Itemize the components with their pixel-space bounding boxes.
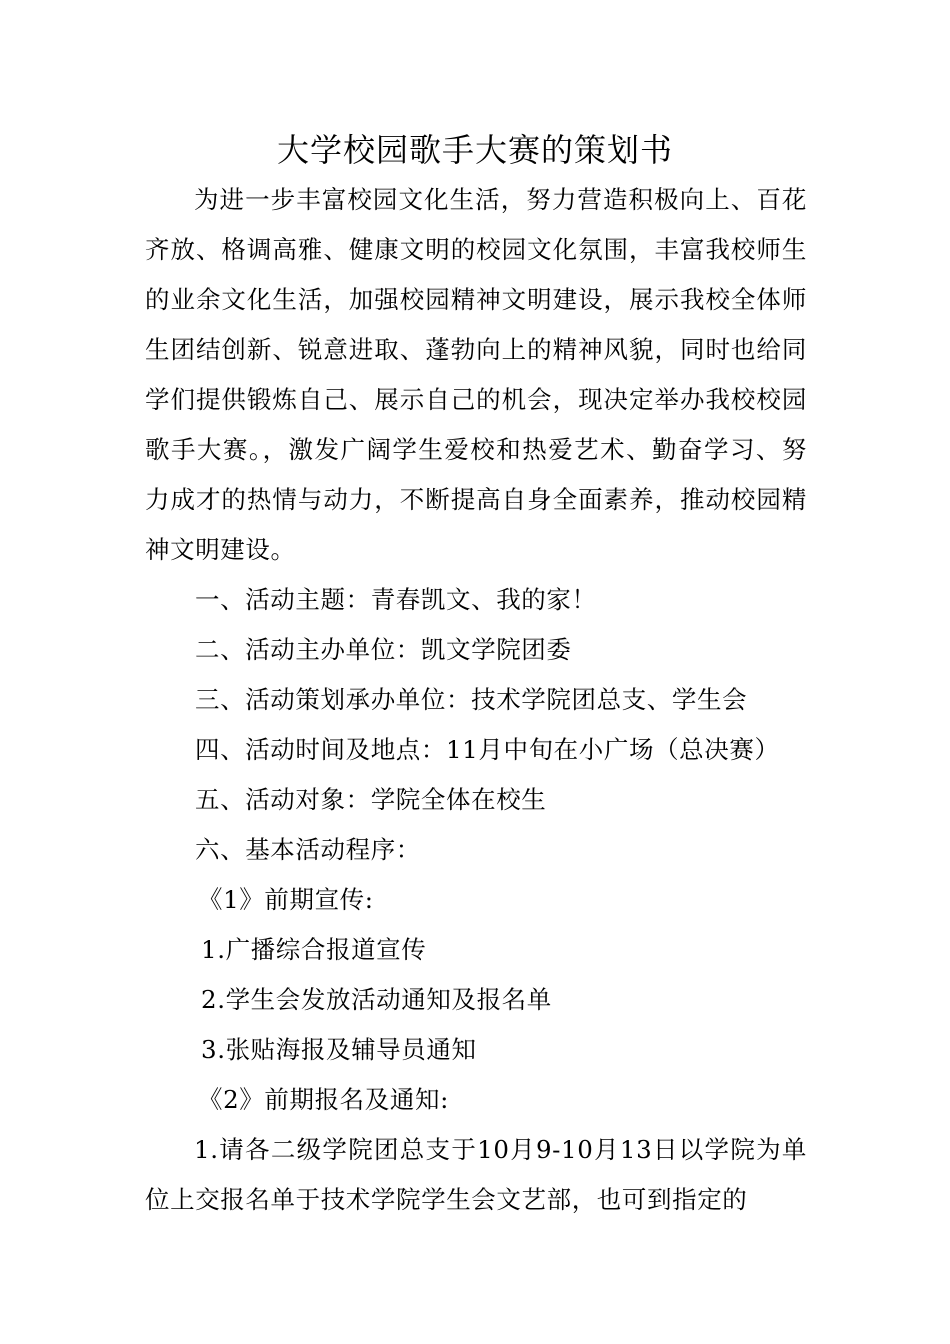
section1-heading: 《1》前期宣传: <box>198 885 374 914</box>
item-organizer: 二、活动主办单位：凯文学院团委 <box>195 635 572 664</box>
intro-paragraph: 为进一步丰富校园文化生活，努力营造积极向上、百花齐放、格调高雅、健康文明的校园文化氛围，丰富我校师生的业余文化生活，加强校园精神文明建设，展示我校全体师生团结创新、锐意进取、蓬勃向上的精神风貌，同时也给同学们提供锻炼自己、展示自己的机会，现决定举办我校校园歌手大赛。，激发广阔学生爱校和热爱艺术、勤奋学习、努力成才的热情与动力，不断提高自身全面素养，推动校园精神文明建设。 <box>145 185 807 564</box>
item-time-place: 四、活动时间及地点：11月中旬在小广场（总决赛） <box>195 735 780 764</box>
section1-item: 2.学生会发放活动通知及报名单 <box>201 985 552 1014</box>
section1-item: 3.张贴海报及辅导员通知 <box>201 1035 477 1064</box>
document-body <box>145 175 807 1225</box>
section2-heading: 《2》前期报名及通知: <box>198 1085 449 1114</box>
section1-item: 1.广播综合报道宣传 <box>201 935 427 964</box>
document-title: 大学校园歌手大赛的策划书 <box>276 131 673 169</box>
item-audience: 五、活动对象：学院全体在校生 <box>195 785 547 814</box>
section2-paragraph: 1.请各二级学院团总支于10月9-10月13日以学院为单位上交报名单于技术学院学生会文艺部，也可到指定的 <box>145 1135 807 1214</box>
item-theme: 一、活动主题：青春凯文、我的家！ <box>195 585 597 614</box>
item-procedure: 六、基本活动程序： <box>195 835 421 864</box>
item-undertaker: 三、活动策划承办单位：技术学院团总支、学生会 <box>195 685 748 714</box>
